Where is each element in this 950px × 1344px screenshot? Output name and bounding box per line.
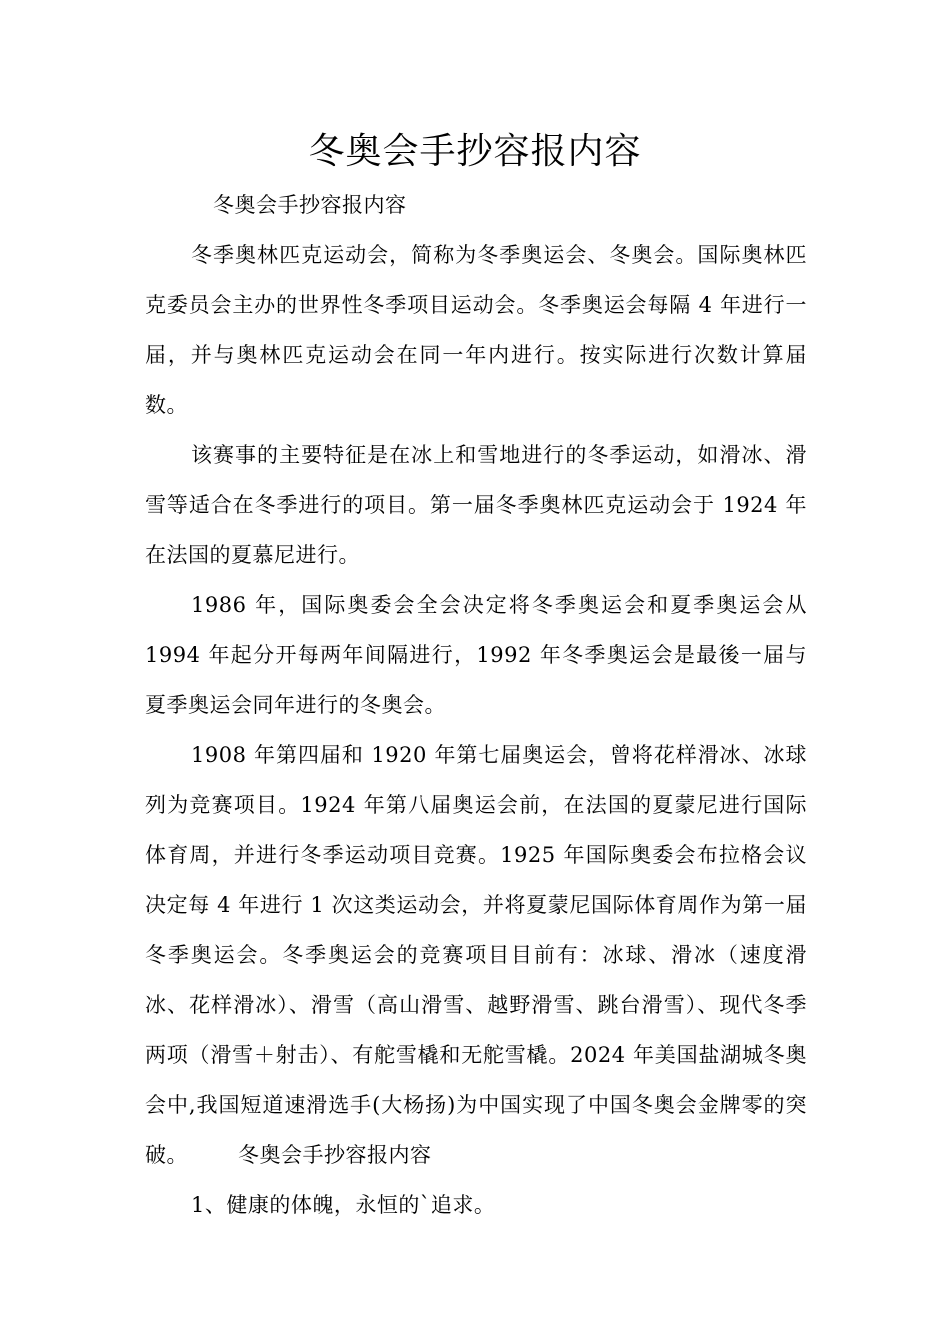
- document-subtitle: 冬奥会手抄容报内容: [213, 193, 407, 217]
- document-body: [145, 180, 807, 1230]
- paragraph-1986-decision: 1986 年，国际奥委会全会决定将冬季奥运会和夏季奥运会从 1994 年起分开每两年间隔进行，1992 年冬季奥运会是最後一届与夏季奥运会同年进行的冬奥会。: [145, 593, 807, 717]
- document-title: 冬奥会手抄容报内容: [308, 131, 642, 172]
- paragraph-history-text: 1908 年第四届和 1920 年第七届奥运会，曾将花样滑冰、冰球列为竞赛项目。1924 年第八届奥运会前，在法国的夏蒙尼进行国际体育周，并进行冬季运动项目竞赛。1925 年国际奥委会布拉格会议决定每 4 年进行 1 次这类运动会，并将夏蒙尼国际体育周作为第一届冬季奥运会。冬季奥运会的竞赛项目目前有：冰球、滑冰（速度滑冰、花样滑冰）、滑雪（高山滑雪、越野滑雪、跳台滑雪）、现代冬季两项（滑雪＋射击）、有舵雪橇和无舵雪橇。2024 年美国盐湖城冬奥会中,我国短道速滑选手(大杨扬)为中国实现了中国冬奥会金牌零的突破。: [145, 743, 807, 1167]
- inline-section-heading: 冬奥会手抄容报内容: [238, 1143, 432, 1167]
- list-item-1: 1、健康的体魄，永恒的`追求。: [191, 1193, 496, 1217]
- paragraph-intro: 冬季奥林匹克运动会，简称为冬季奥运会、冬奥会。国际奥林匹克委员会主办的世界性冬季项目运动会。冬季奥运会每隔 4 年进行一届，并与奥林匹克运动会在同一年内进行。按实际进行次数计算届数。: [145, 243, 807, 417]
- paragraph-features: 该赛事的主要特征是在冰上和雪地进行的冬季运动，如滑冰、滑雪等适合在冬季进行的项目。第一届冬季奥林匹克运动会于 1924 年在法国的夏慕尼进行。: [145, 443, 807, 567]
- paragraph-history: [145, 730, 807, 1180]
